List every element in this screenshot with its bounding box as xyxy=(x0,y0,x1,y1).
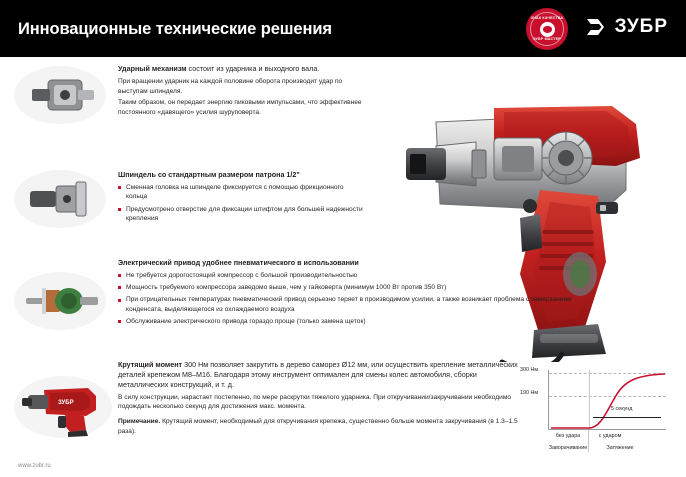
impact-mechanism-thumbnail xyxy=(14,64,106,126)
impact-mechanism-para-2: Таким образом, он передает энергию пиковыми импульсами, что эффективнее постоянного «давящего» усилия шуруповерта. xyxy=(118,99,362,116)
chart-annotation-seconds: 5 секунд xyxy=(611,406,633,412)
electric-drive-lead: Электрический привод удобнее пневматического в использовании xyxy=(118,258,359,267)
electric-drive-bullet-1: Не требуется дорогостоящий компрессор с большой производительностью xyxy=(118,271,598,281)
stamp-top-label: ЗНАК КАЧЕСТВА xyxy=(530,15,564,20)
impact-mechanism-text xyxy=(118,64,366,119)
spindle-text xyxy=(118,170,366,226)
chart-ylabel-300: 300 Нм xyxy=(520,367,539,373)
impact-mechanism-lead-rest: состоит из ударника и выходного вала. xyxy=(186,64,320,73)
electric-drive-bullet-3: При отрицательных температурах пневматический привод серьезно теряет в производимом усилии, а также возникает проблема с замерзанием конденсата, выделяющегося из охлаждаемого воздуха xyxy=(118,295,598,314)
torque-note xyxy=(118,417,518,436)
torque-note-text: Крутящий момент, необходимый для откручивания крепежа, существенно больше момента закручивания (в 1.3–1.5 раза). xyxy=(118,418,518,435)
brand-name: ЗУБР xyxy=(614,16,668,37)
chart-sublabel-1: Заворачивание xyxy=(548,445,588,451)
armature-thumbnail xyxy=(14,270,106,332)
electric-drive-text xyxy=(118,258,598,329)
brand-logo xyxy=(586,16,668,38)
footer-url[interactable]: www.zubr.ru xyxy=(18,463,51,469)
electric-drive-bullet-4: Обслуживание электрического привода гораздо проще (только замена щеток) xyxy=(118,317,598,327)
chart-category-1: без удара xyxy=(555,433,581,439)
chart-plot-area xyxy=(548,370,666,430)
chart-ylabel-190: 190 Нм xyxy=(520,390,539,396)
zubr-arrow-icon xyxy=(586,16,608,38)
quality-stamp-icon xyxy=(526,8,568,50)
impact-mechanism-lead-bold: Ударный механизм xyxy=(118,64,187,73)
spindle-bullet-2: Предусмотрено отверстие для фиксации штифтом для большей надежности крепления xyxy=(118,205,366,224)
torque-chart xyxy=(520,366,672,458)
svg-text:ЗУБР: ЗУБР xyxy=(58,400,74,406)
torque-para-1: В силу конструкции, нарастает постепенно, по мере раскрутки тяжелого ударника. При откручивании/закручивании необходимо подождать несколько секунд для достижения макс. момента. xyxy=(118,393,512,411)
torque-note-label: Примечание. xyxy=(118,418,161,426)
spindle-bullets xyxy=(118,183,366,224)
page-header xyxy=(0,0,686,57)
torque-lead-rest: 300 Нм позволяет закрутить в дерево саморез Ø12 мм, или осуществить крепление металлических деталей крепежом М8–М16. Благодаря этому инструмент оптимален для смены колес автомобиля, сборки металлических конструкций, и т. д. xyxy=(118,360,518,389)
chart-category-2: с ударом xyxy=(598,433,622,439)
stamp-bottom-label: ЗУБР МАСТЕР xyxy=(533,36,561,41)
torque-lead-bold: Крутящий момент xyxy=(118,360,183,369)
chart-curve xyxy=(549,370,667,430)
torque-text xyxy=(118,360,518,443)
chart-sublabel-2: Затяжение xyxy=(606,445,634,451)
electric-drive-bullets xyxy=(118,271,598,326)
chart-annotation-arrow xyxy=(593,417,661,418)
impact-mechanism-para-1: При вращении ударник на каждой половине оборота производит удар по выступам шпинделя. xyxy=(118,77,343,95)
electric-drive-bullet-2: Мощность требуемого компрессора заведомо выше, чем у гайковерта (минимум 1000 Вт против 350 Вт) xyxy=(118,283,598,293)
page-title: Инновационные технические решения xyxy=(18,20,332,38)
bison-head-icon xyxy=(540,22,555,37)
torque-lead xyxy=(118,360,518,390)
spindle-lead: Шпиндель со стандартным размером патрона 1/2" xyxy=(118,170,300,179)
impact-mechanism-lead xyxy=(118,64,366,74)
spindle-bullet-1: Сменная головка на шпинделе фиксируется с помощью фрикционного кольца xyxy=(118,183,366,202)
tool-thumbnail xyxy=(14,374,112,440)
spindle-thumbnail xyxy=(14,168,106,230)
